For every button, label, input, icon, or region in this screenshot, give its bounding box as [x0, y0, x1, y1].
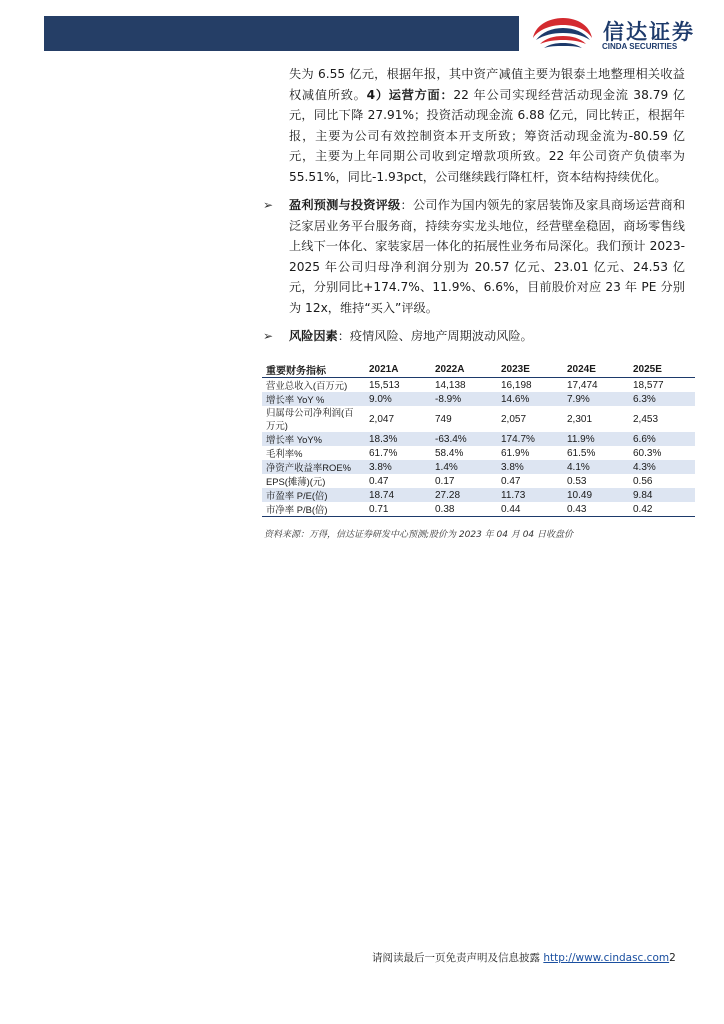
bullet-arrow-icon: ➢	[263, 329, 274, 343]
header-band	[44, 16, 519, 51]
table-row	[262, 446, 695, 460]
table-cell: 18.3%	[365, 432, 431, 446]
table-cell: 27.28	[431, 488, 497, 502]
table-cell: 61.7%	[369, 447, 398, 459]
table-header-cell: 2022A	[431, 362, 497, 378]
table-cell: 6.3%	[629, 392, 695, 406]
table-header-cell: 2021A	[365, 362, 431, 378]
bullet-risk	[263, 326, 685, 347]
table-cell: 18.74	[365, 488, 431, 502]
para1-text: 失为 6.55 亿元，根据年报，其中资产减值主要为银泰土地整理相关收益权减值所致。	[289, 67, 685, 102]
report-body	[263, 64, 686, 347]
row-label: 净资产收益率ROE%	[262, 460, 365, 474]
table-cell: 2,057	[501, 413, 527, 425]
table-cell: 6.6%	[629, 432, 695, 446]
table-cell: 18,577	[633, 379, 664, 391]
table-cell: 4.1%	[563, 460, 629, 474]
table-cell: 58.4%	[435, 447, 464, 459]
table-cell: 1.4%	[431, 460, 497, 474]
table-cell: 16,198	[501, 379, 532, 391]
bullet-arrow-icon: ➢	[263, 198, 274, 212]
table-cell: -63.4%	[431, 432, 497, 446]
cinda-logo-icon	[530, 16, 596, 54]
table-row	[262, 502, 695, 517]
table-cell: 61.5%	[567, 447, 596, 459]
table-cell: 0.44	[497, 502, 563, 517]
ops-label: 4）运营方面：	[366, 87, 454, 102]
table-cell: 9.0%	[365, 392, 431, 406]
table-cell: 14,138	[435, 379, 466, 391]
table-cell: 2,453	[633, 413, 659, 425]
page-number: 2	[669, 952, 676, 964]
financial-metrics-table	[262, 362, 695, 517]
table-cell: 4.3%	[629, 460, 695, 474]
table-cell: 0.38	[431, 502, 497, 517]
row-label: 增长率 YoY%	[262, 432, 365, 446]
table-header-cell: 2024E	[563, 362, 629, 378]
row-label: 增长率 YoY %	[262, 392, 365, 406]
risk-text: ：疫情风险、房地产周期波动风险。	[337, 329, 533, 343]
table-header-cell: 2023E	[497, 362, 563, 378]
table-header-cell: 2025E	[629, 362, 695, 378]
table-cell: 60.3%	[633, 447, 662, 459]
table-cell: 0.47	[501, 475, 521, 487]
table-cell: 0.43	[563, 502, 629, 517]
forecast-text: ：公司作为国内领先的家居装饰及家具商场运营商和泛家居业务平台服务商，持续夯实龙头地位，经营壁垒稳固，商场零售线上线下一体化、家装家居一体化的拓展性业务布局深化。我们预计 2023-2025 年公司归母净利润分别为 20.57 亿元、23.01 亿元、24.53 亿元，分别同比+174.7%、11.9%、6.6%，目前股价对应 23 年 PE 分别为 12x，维持“买入”评级。	[289, 198, 686, 315]
table-cell: 174.7%	[497, 432, 563, 446]
table-cell: 9.84	[629, 488, 695, 502]
table-row	[262, 488, 695, 502]
table-cell: 15,513	[369, 379, 400, 391]
row-label: 归属母公司净利润(百万元)	[266, 407, 354, 431]
table-row	[262, 392, 695, 406]
bullet-forecast	[263, 195, 686, 318]
table-cell: 10.49	[563, 488, 629, 502]
table-row	[262, 406, 695, 432]
table-cell: 11.73	[497, 488, 563, 502]
source-note: 资料来源：万得，信达证券研发中心预测;股价为 2023 年 04 月 04 日收盘价	[264, 530, 574, 540]
table-cell: 61.9%	[501, 447, 530, 459]
table-cell: 0.53	[567, 475, 587, 487]
table-cell: 0.56	[633, 475, 653, 487]
table-row	[262, 474, 695, 488]
row-label: 营业总收入(百万元)	[266, 379, 348, 391]
table-cell: 0.17	[435, 475, 455, 487]
risk-label: 风险因素	[289, 329, 338, 343]
table-cell: 3.8%	[497, 460, 563, 474]
table-cell: 14.6%	[497, 392, 563, 406]
table-cell: 11.9%	[563, 432, 629, 446]
table-cell: 0.42	[629, 502, 695, 517]
table-header-row	[262, 362, 695, 378]
row-label: 市盈率 P/E(倍)	[262, 488, 365, 502]
row-label: 市净率 P/B(倍)	[262, 502, 365, 517]
table-cell: -8.9%	[431, 392, 497, 406]
website-link[interactable]: http://www.cindasc.com	[543, 952, 670, 964]
page-footer	[372, 950, 676, 965]
row-label: 毛利率%	[266, 447, 303, 459]
logo-english-name: CINDA SECURITIES	[602, 42, 678, 51]
table-cell: 0.47	[369, 475, 389, 487]
table-cell: 3.8%	[365, 460, 431, 474]
table-row	[262, 378, 695, 393]
logo-chinese-name: 信达证券	[603, 20, 695, 44]
table-cell: 7.9%	[563, 392, 629, 406]
row-label: EPS(摊薄)(元)	[266, 475, 326, 487]
table-cell: 2,047	[369, 413, 395, 425]
forecast-label: 盈利预测与投资评级	[289, 198, 401, 212]
table-cell: 0.71	[365, 502, 431, 517]
table-header-cell: 重要财务指标	[262, 362, 365, 378]
table-cell: 17,474	[567, 379, 598, 391]
table-row	[262, 432, 695, 446]
table-cell: 2,301	[567, 413, 593, 425]
disclaimer-text: 请阅读最后一页免责声明及信息披露	[372, 952, 544, 964]
table-row	[262, 460, 695, 474]
table-cell: 749	[435, 413, 452, 425]
ops-text: 22 年公司实现经营活动现金流 38.79 亿元，同比下降 27.91%；投资活动现金流 6.88 亿元，同比转正，根据年报，主要为公司有效控制资本开支所致；筹资活动现金流为-80.59 亿元，主要为上年同期公司收到定增款项所致。22 年公司资产负债率为 55.51%，同比-1.93pct，公司继续践行降杠杆，资本结构持续优化。	[289, 87, 686, 184]
paragraph-ops	[289, 64, 685, 187]
